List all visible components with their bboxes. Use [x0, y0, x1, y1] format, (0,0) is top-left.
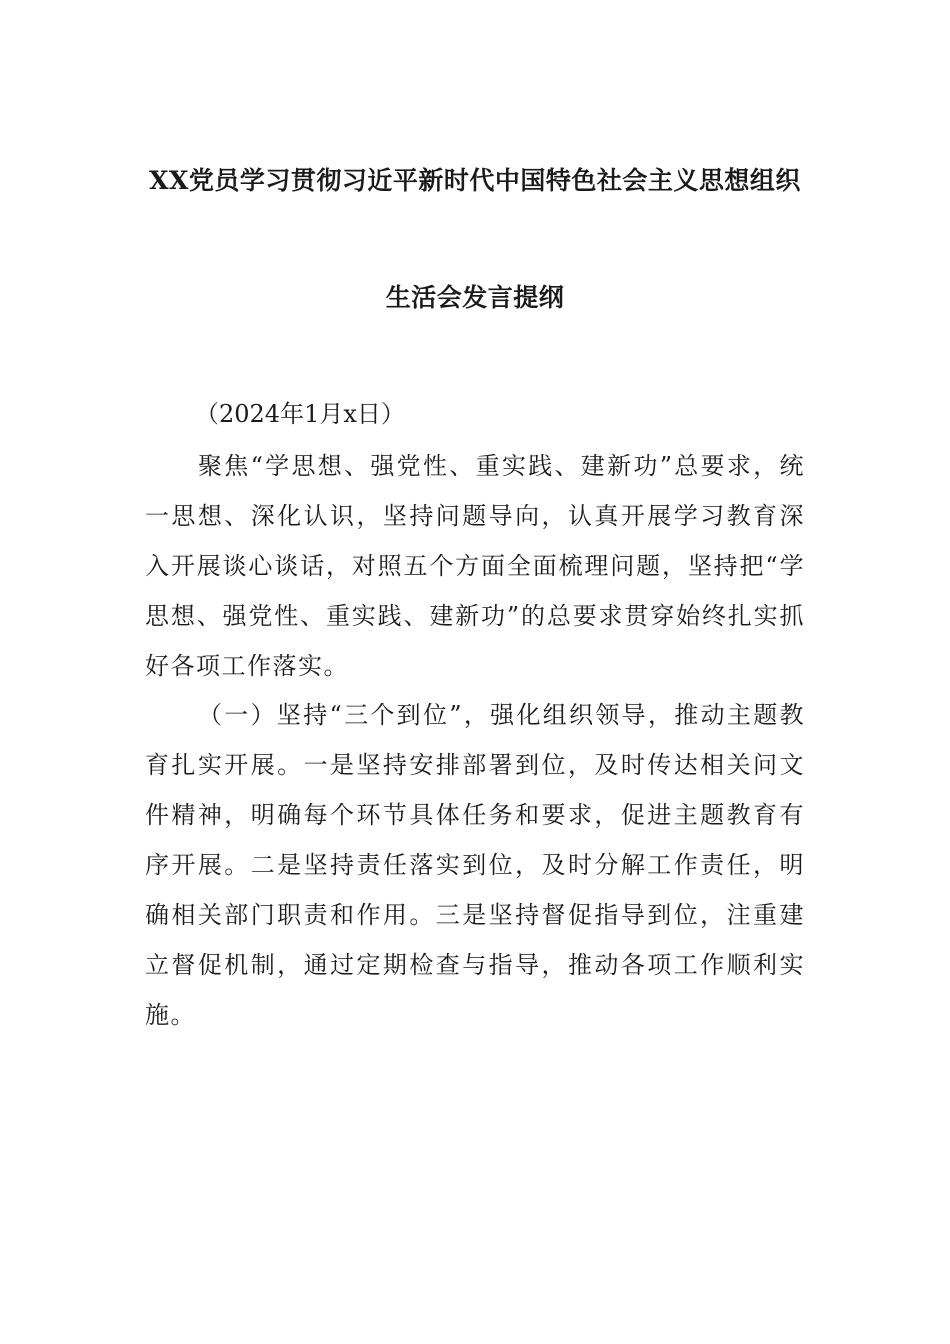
document-date: （2024年1月x日） — [195, 400, 405, 428]
document-title-line-1: XX党员学习贯彻习近平新时代中国特色社会主义思想组织 — [149, 166, 801, 195]
body-paragraph-1: 聚焦“学思想、强党性、重实践、建新功”总要求，统一思想、深化认识，坚持问题导向，认真开展学习教育深入开展谈心谈话，对照五个方面全面梳理问题，坚持把“学思想、强党性、重实践、建新功”的总要求贯穿始终扎实抓好各项工作落实。 — [145, 452, 805, 680]
document-title-line-2: 生活会发言提纲 — [385, 283, 565, 312]
body-paragraph-2: （一）坚持“三个到位”，强化组织领导，推动主题教育扎实开展。一是坚持安排部署到位，及时传达相关问文件精神，明确每个环节具体任务和要求，促进主题教育有序开展。二是坚持责任落实到位，及时分解工作责任，明确相关部门职责和作用。三是坚持督促指导到位，注重建立督促机制，通过定期检查与指导，推动各项工作顺利实施。 — [145, 701, 805, 1029]
